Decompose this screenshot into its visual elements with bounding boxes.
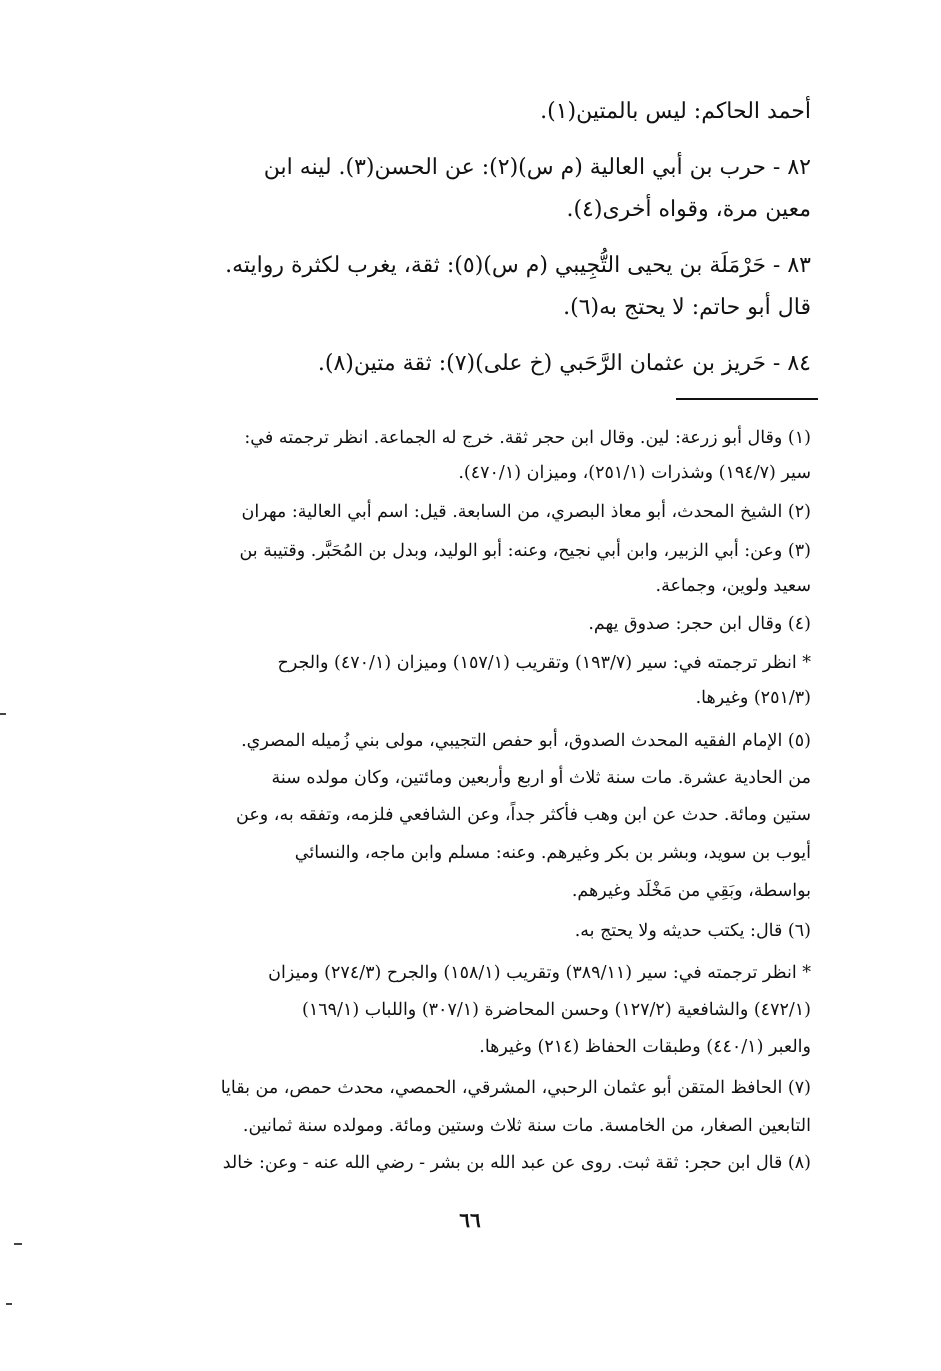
footnote-5-line-1: (٥) الإمام الفقيه المحدث الصدوق، أبو حفص التجيبي، مولى بني زُميله المصري. [241,731,811,751]
scan-mark [14,1243,22,1245]
scan-mark [0,713,6,715]
footnote-1-line-2: سير (١٩٤/٧) وشذرات (٢٥١/١)، وميزان (٤٧٠/١). [458,463,811,483]
footnote-4: (٤) وقال ابن حجر: صدوق يهم. [588,614,811,634]
footnote-4-ref-line-2: (٢٥١/٣) وغيرها. [695,688,811,708]
footnote-8: (٨) قال ابن حجر: ثقة ثبت. روى عن عبد الله بن بشر - رضي الله عنه - وعن: خالد [222,1153,811,1173]
footnote-5-line-5: بواسطة، وبَقِي من مَخْلَد وغيرهم. [571,881,811,901]
scan-mark [6,1303,12,1305]
footnote-3-line-1: (٣) وعن: أبي الزبير، وابن أبي نجيح، وعنه: أبو الوليد، وبدل بن المُحَبَّر. وقتيبة بن [239,541,811,561]
main-line-5: قال أبو حاتم: لا يحتج به(٦). [563,295,811,320]
footnote-3-line-2: سعيد ولوين، وجماعة. [655,576,811,596]
footnote-separator [676,398,818,400]
footnote-4-ref-line-1: * انظر ترجمته في: سير (١٩٣/٧) وتقريب (١٥٧/١) وميزان (٤٧٠/١) والجرح [277,653,811,673]
footnote-1-line-1: (١) وقال أبو زرعة: لين. وقال ابن حجر ثقة. خرج له الجماعة. انظر ترجمته في: [244,428,811,448]
main-line-1: أحمد الحاكم: ليس بالمتين(١). [540,99,811,124]
entry-82-heading: ٨٢ - حرب بن أبي العالية (م س)(٢): عن الحسن(٣). لينه ابن [263,155,811,180]
page-number: ٦٦ [459,1208,481,1232]
entry-83-heading: ٨٣ - حَرْمَلَة بن يحيى التُّجِيبي (م س)(٥): ثقة، يغرب لكثرة روايته. [225,253,811,278]
footnote-6-ref-line-1: * انظر ترجمته في: سير (٣٨٩/١١) وتقريب (١٥٨/١) والجرح (٢٧٤/٣) وميزان [268,963,811,983]
footnote-5-line-4: أيوب بن سويد، وبشر بن بكر وغيرهم. وعنه: مسلم وابن ماجه، والنسائي [294,843,811,863]
footnote-6: (٦) قال: يكتب حديثه ولا يحتج به. [574,921,811,941]
main-line-3: معين مرة، وقواه أخرى(٤). [566,197,811,222]
footnote-6-ref-line-2: (٤٧٢/١) والشافعية (١٢٧/٢) وحسن المحاضرة (٣٠٧/١) واللباب (١٦٩/١) [302,1000,811,1020]
entry-84-heading: ٨٤ - حَريز بن عثمان الرَّحَبي (خ علی)(٧): ثقة متين(٨). [317,351,811,376]
footnote-2: (٢) الشيخ المحدث، أبو معاذ البصري، من السابعة. قيل: اسم أبي العالية: مهران [241,502,811,522]
footnote-7-line-1: (٧) الحافظ المتقن أبو عثمان الرحبي، المشرقي، الحمصي، محدث حمص، من بقايا [220,1078,811,1098]
footnote-7-line-2: التابعين الصغار، من الخامسة. مات سنة ثلاث وستين ومائة. ومولده سنة ثمانين. [242,1116,811,1136]
footnote-6-ref-line-3: والعبر (٤٤٠/١) وطبقات الحفاظ (٢١٤) وغيرها. [479,1037,811,1057]
footnote-5-line-2: من الحادية عشرة. مات سنة ثلاث أو اربع وأربعين ومائتين، وكان مولده سنة [271,768,811,788]
footnote-5-line-3: ستين ومائة. حدث عن ابن وهب فأكثر جداً، وعن الشافعي فلزمه، وتفقه به، وعن [236,805,811,825]
